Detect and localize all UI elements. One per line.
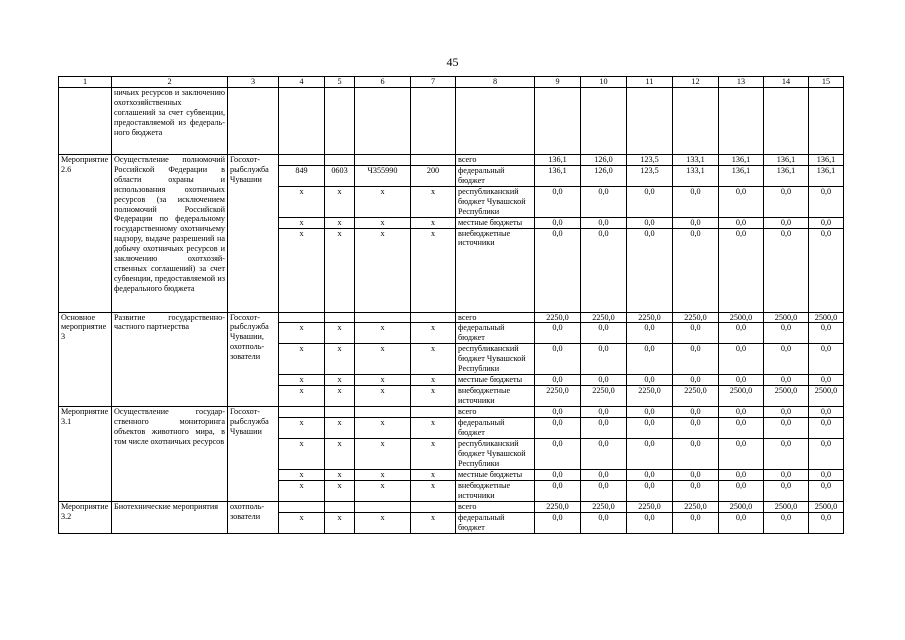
code-grbs — [279, 502, 325, 513]
executor: Госохотрыбслужба Чувашии, охотпользователи — [228, 312, 279, 407]
amount-cell: 2500,0 — [809, 502, 844, 513]
code-vr — [411, 407, 456, 418]
code-grbs: x — [279, 439, 325, 470]
amount-cell: 126,0 — [581, 165, 627, 186]
amount-cell: 0,0 — [809, 513, 844, 534]
amount-cell: 136,1 — [535, 165, 581, 186]
code-vr: x — [411, 217, 456, 228]
header-cell: 15 — [809, 77, 844, 88]
code-csr — [355, 407, 411, 418]
amount-cell: 0,0 — [673, 418, 719, 439]
amount-cell: 0,0 — [581, 186, 627, 217]
table-row — [59, 312, 844, 323]
code-csr: x — [355, 386, 411, 407]
amount-cell: 0,0 — [581, 513, 627, 534]
code-vr: x — [411, 375, 456, 386]
amount-cell: 2250,0 — [673, 312, 719, 323]
code-rzpr: x — [325, 513, 355, 534]
code-csr: x — [355, 418, 411, 439]
empty-cell — [325, 88, 355, 155]
empty-cell — [355, 88, 411, 155]
code-csr — [355, 312, 411, 323]
amount-cell: 0,0 — [627, 228, 673, 312]
amount-cell: 2500,0 — [809, 312, 844, 323]
code-grbs: x — [279, 228, 325, 312]
amount-cell: 0,0 — [719, 470, 764, 481]
header-cell: 5 — [325, 77, 355, 88]
funding-source: всего — [456, 312, 535, 323]
empty-cell — [809, 88, 844, 155]
activity-name: ничьих ресурсов и заключению охотхозяйственных соглашений за счет субвенции, предоставляемой из федерального бюджета — [112, 88, 228, 155]
code-grbs: 849 — [279, 165, 325, 186]
amount-cell: 0,0 — [719, 375, 764, 386]
amount-cell: 0,0 — [535, 513, 581, 534]
amount-cell: 0,0 — [719, 407, 764, 418]
funding-source: всего — [456, 407, 535, 418]
code-csr — [355, 155, 411, 166]
funding-source: внебюджетные источники — [456, 228, 535, 312]
code-grbs: x — [279, 344, 325, 375]
activity-id: Основное мероприятие 3 — [59, 312, 112, 407]
code-grbs: x — [279, 217, 325, 228]
amount-cell: 0,0 — [535, 407, 581, 418]
header-cell: 3 — [228, 77, 279, 88]
amount-cell: 0,0 — [627, 439, 673, 470]
empty-cell — [279, 88, 325, 155]
code-rzpr: x — [325, 375, 355, 386]
code-csr: x — [355, 323, 411, 344]
amount-cell: 2500,0 — [719, 502, 764, 513]
amount-cell: 136,1 — [535, 155, 581, 166]
amount-cell: 0,0 — [673, 481, 719, 502]
amount-cell: 0,0 — [673, 228, 719, 312]
activity-name: Осуществление государственного мониторинга объектов животного мира, в том числе охотничьих ресурсов — [112, 407, 228, 502]
amount-cell: 2500,0 — [719, 386, 764, 407]
amount-cell: 0,0 — [809, 407, 844, 418]
amount-cell: 0,0 — [535, 439, 581, 470]
amount-cell: 0,0 — [673, 513, 719, 534]
amount-cell: 2250,0 — [535, 502, 581, 513]
header-cell: 14 — [764, 77, 809, 88]
amount-cell: 0,0 — [581, 407, 627, 418]
header-cell: 1 — [59, 77, 112, 88]
amount-cell: 0,0 — [764, 217, 809, 228]
amount-cell: 0,0 — [581, 228, 627, 312]
funding-source: федеральный бюджет — [456, 418, 535, 439]
code-csr: x — [355, 439, 411, 470]
code-csr: x — [355, 481, 411, 502]
amount-cell: 0,0 — [627, 217, 673, 228]
amount-cell: 0,0 — [535, 323, 581, 344]
amount-cell: 0,0 — [809, 439, 844, 470]
amount-cell: 0,0 — [809, 186, 844, 217]
amount-cell: 2500,0 — [764, 312, 809, 323]
amount-cell: 2500,0 — [809, 386, 844, 407]
table-row — [59, 407, 844, 418]
executor: Госохотрыбслужба Чувашии — [228, 407, 279, 502]
code-grbs: x — [279, 386, 325, 407]
amount-cell: 0,0 — [719, 481, 764, 502]
amount-cell: 0,0 — [764, 375, 809, 386]
code-vr — [411, 155, 456, 166]
page-number: 45 — [446, 55, 459, 69]
amount-cell: 0,0 — [673, 323, 719, 344]
header-cell: 11 — [627, 77, 673, 88]
funding-source: всего — [456, 155, 535, 166]
amount-cell: 0,0 — [673, 470, 719, 481]
header-cell: 12 — [673, 77, 719, 88]
amount-cell: 0,0 — [581, 375, 627, 386]
amount-cell: 0,0 — [764, 439, 809, 470]
amount-cell: 0,0 — [673, 439, 719, 470]
amount-cell: 0,0 — [719, 217, 764, 228]
activity-id: Мероприятие 3.1 — [59, 407, 112, 502]
code-vr: x — [411, 513, 456, 534]
amount-cell: 0,0 — [764, 323, 809, 344]
funding-source: федеральный бюджет — [456, 513, 535, 534]
code-rzpr: x — [325, 344, 355, 375]
empty-cell — [456, 88, 535, 155]
amount-cell: 0,0 — [581, 470, 627, 481]
funding-source: республиканский бюджет Чувашской Республики — [456, 186, 535, 217]
code-vr: x — [411, 418, 456, 439]
funding-source: внебюджетные источники — [456, 386, 535, 407]
code-rzpr: x — [325, 217, 355, 228]
amount-cell: 0,0 — [764, 513, 809, 534]
amount-cell: 123,5 — [627, 155, 673, 166]
code-grbs: x — [279, 375, 325, 386]
code-vr: 200 — [411, 165, 456, 186]
amount-cell: 0,0 — [719, 513, 764, 534]
code-vr: x — [411, 228, 456, 312]
table-row — [59, 155, 844, 166]
amount-cell: 0,0 — [627, 407, 673, 418]
header-cell: 8 — [456, 77, 535, 88]
code-rzpr — [325, 312, 355, 323]
code-rzpr: x — [325, 323, 355, 344]
amount-cell: 2500,0 — [719, 312, 764, 323]
amount-cell: 0,0 — [719, 418, 764, 439]
header-cell: 4 — [279, 77, 325, 88]
amount-cell: 2250,0 — [673, 386, 719, 407]
amount-cell: 2250,0 — [627, 386, 673, 407]
code-grbs — [279, 155, 325, 166]
continuation-row — [59, 88, 844, 155]
funding-source: федеральный бюджет — [456, 323, 535, 344]
code-vr: x — [411, 386, 456, 407]
funding-source: местные бюджеты — [456, 217, 535, 228]
code-grbs: x — [279, 513, 325, 534]
amount-cell: 2250,0 — [627, 312, 673, 323]
code-grbs: x — [279, 470, 325, 481]
code-vr: x — [411, 186, 456, 217]
code-grbs — [279, 312, 325, 323]
code-grbs: x — [279, 186, 325, 217]
amount-cell: 0,0 — [535, 470, 581, 481]
amount-cell: 0,0 — [764, 186, 809, 217]
amount-cell: 2250,0 — [581, 312, 627, 323]
amount-cell: 0,0 — [764, 418, 809, 439]
code-csr: x — [355, 375, 411, 386]
amount-cell: 0,0 — [581, 439, 627, 470]
code-rzpr: x — [325, 439, 355, 470]
header-cell: 6 — [355, 77, 411, 88]
amount-cell: 0,0 — [719, 228, 764, 312]
activity-id: Мероприятие 3.2 — [59, 502, 112, 534]
amount-cell: 0,0 — [809, 217, 844, 228]
amount-cell: 0,0 — [581, 344, 627, 375]
code-rzpr: x — [325, 481, 355, 502]
funding-source: внебюджетные источники — [456, 481, 535, 502]
amount-cell: 0,0 — [627, 470, 673, 481]
amount-cell: 0,0 — [719, 186, 764, 217]
id-cell — [59, 88, 112, 155]
code-grbs — [279, 407, 325, 418]
activity-id: Мероприятие 2.6 — [59, 155, 112, 313]
empty-cell — [764, 88, 809, 155]
code-csr — [355, 502, 411, 513]
amount-cell: 0,0 — [535, 217, 581, 228]
code-rzpr — [325, 502, 355, 513]
amount-cell: 0,0 — [627, 344, 673, 375]
amount-cell: 0,0 — [809, 470, 844, 481]
code-rzpr: x — [325, 386, 355, 407]
amount-cell: 0,0 — [764, 481, 809, 502]
amount-cell: 2250,0 — [581, 502, 627, 513]
amount-cell: 133,1 — [673, 165, 719, 186]
amount-cell: 0,0 — [627, 323, 673, 344]
amount-cell: 136,1 — [764, 155, 809, 166]
activity-name: Биотехнические мероприятия — [112, 502, 228, 534]
code-csr: x — [355, 513, 411, 534]
amount-cell: 0,0 — [764, 470, 809, 481]
amount-cell: 0,0 — [809, 375, 844, 386]
executor: Госохотрыбслужба Чувашии — [228, 155, 279, 313]
executor-cell — [228, 88, 279, 155]
code-rzpr — [325, 407, 355, 418]
header-cell: 2 — [112, 77, 228, 88]
header-cell: 7 — [411, 77, 456, 88]
code-csr: x — [355, 228, 411, 312]
amount-cell: 0,0 — [535, 375, 581, 386]
code-csr: x — [355, 470, 411, 481]
budget-table — [58, 76, 844, 534]
amount-cell: 136,1 — [809, 155, 844, 166]
code-rzpr: x — [325, 228, 355, 312]
funding-source: всего — [456, 502, 535, 513]
funding-source: республиканский бюджет Чувашской Республики — [456, 344, 535, 375]
amount-cell: 0,0 — [581, 217, 627, 228]
code-rzpr — [325, 155, 355, 166]
code-vr: x — [411, 470, 456, 481]
empty-cell — [535, 88, 581, 155]
code-vr: x — [411, 439, 456, 470]
empty-cell — [581, 88, 627, 155]
amount-cell: 2250,0 — [535, 386, 581, 407]
amount-cell: 136,1 — [764, 165, 809, 186]
executor: охотпользователи — [228, 502, 279, 534]
empty-cell — [673, 88, 719, 155]
amount-cell: 126,0 — [581, 155, 627, 166]
amount-cell: 2250,0 — [673, 502, 719, 513]
amount-cell: 123,5 — [627, 165, 673, 186]
amount-cell: 2250,0 — [627, 502, 673, 513]
amount-cell: 2250,0 — [581, 386, 627, 407]
amount-cell: 0,0 — [627, 513, 673, 534]
amount-cell: 136,1 — [719, 155, 764, 166]
amount-cell: 0,0 — [673, 186, 719, 217]
amount-cell: 0,0 — [673, 375, 719, 386]
amount-cell: 0,0 — [764, 228, 809, 312]
code-csr: x — [355, 186, 411, 217]
code-grbs: x — [279, 481, 325, 502]
code-rzpr: x — [325, 418, 355, 439]
amount-cell: 0,0 — [535, 481, 581, 502]
amount-cell: 136,1 — [809, 165, 844, 186]
code-vr: x — [411, 323, 456, 344]
code-csr: x — [355, 217, 411, 228]
table-row — [59, 502, 844, 513]
amount-cell: 136,1 — [719, 165, 764, 186]
amount-cell: 0,0 — [673, 344, 719, 375]
funding-source: федеральный бюджет — [456, 165, 535, 186]
amount-cell: 0,0 — [535, 228, 581, 312]
code-grbs: x — [279, 418, 325, 439]
code-csr: x — [355, 344, 411, 375]
empty-cell — [719, 88, 764, 155]
amount-cell: 0,0 — [673, 217, 719, 228]
amount-cell: 0,0 — [627, 481, 673, 502]
amount-cell: 0,0 — [719, 323, 764, 344]
code-grbs: x — [279, 323, 325, 344]
amount-cell: 0,0 — [581, 481, 627, 502]
amount-cell: 0,0 — [764, 344, 809, 375]
code-rzpr: x — [325, 470, 355, 481]
amount-cell: 0,0 — [764, 407, 809, 418]
amount-cell: 2500,0 — [764, 502, 809, 513]
amount-cell: 0,0 — [809, 481, 844, 502]
code-vr — [411, 312, 456, 323]
amount-cell: 0,0 — [581, 323, 627, 344]
amount-cell: 0,0 — [535, 186, 581, 217]
code-rzpr: x — [325, 186, 355, 217]
amount-cell: 0,0 — [809, 344, 844, 375]
amount-cell: 2250,0 — [535, 312, 581, 323]
code-vr: x — [411, 481, 456, 502]
code-vr — [411, 502, 456, 513]
empty-cell — [411, 88, 456, 155]
funding-source: республиканский бюджет Чувашской Республики — [456, 439, 535, 470]
header-cell: 9 — [535, 77, 581, 88]
amount-cell: 0,0 — [627, 186, 673, 217]
header-cell: 13 — [719, 77, 764, 88]
code-csr: Ч355990 — [355, 165, 411, 186]
amount-cell: 133,1 — [673, 155, 719, 166]
amount-cell: 0,0 — [627, 418, 673, 439]
amount-cell: 0,0 — [627, 375, 673, 386]
amount-cell: 0,0 — [809, 418, 844, 439]
amount-cell: 0,0 — [535, 418, 581, 439]
amount-cell: 0,0 — [809, 228, 844, 312]
activity-name: Осуществление полномочий Российской Федерации в области охраны и использования охотничьих ресурсов (за исключением полномочий Российской Федерации по федеральному государственному охотничьему надзору, выдаче разрешений на добычу охотничьих ресурсов и заключению охотхозяйственных соглашений) за счет субвенции, предоставляемой из федерального бюджета — [112, 155, 228, 313]
funding-source: местные бюджеты — [456, 375, 535, 386]
amount-cell: 0,0 — [581, 418, 627, 439]
funding-source: местные бюджеты — [456, 470, 535, 481]
amount-cell: 2500,0 — [764, 386, 809, 407]
code-vr: x — [411, 344, 456, 375]
amount-cell: 0,0 — [535, 344, 581, 375]
header-cell: 10 — [581, 77, 627, 88]
amount-cell: 0,0 — [719, 439, 764, 470]
amount-cell: 0,0 — [809, 323, 844, 344]
code-rzpr: 0603 — [325, 165, 355, 186]
amount-cell: 0,0 — [719, 344, 764, 375]
empty-cell — [627, 88, 673, 155]
activity-name: Развитие государственно-частного партнерства — [112, 312, 228, 407]
header-row — [59, 77, 844, 88]
amount-cell: 0,0 — [673, 407, 719, 418]
